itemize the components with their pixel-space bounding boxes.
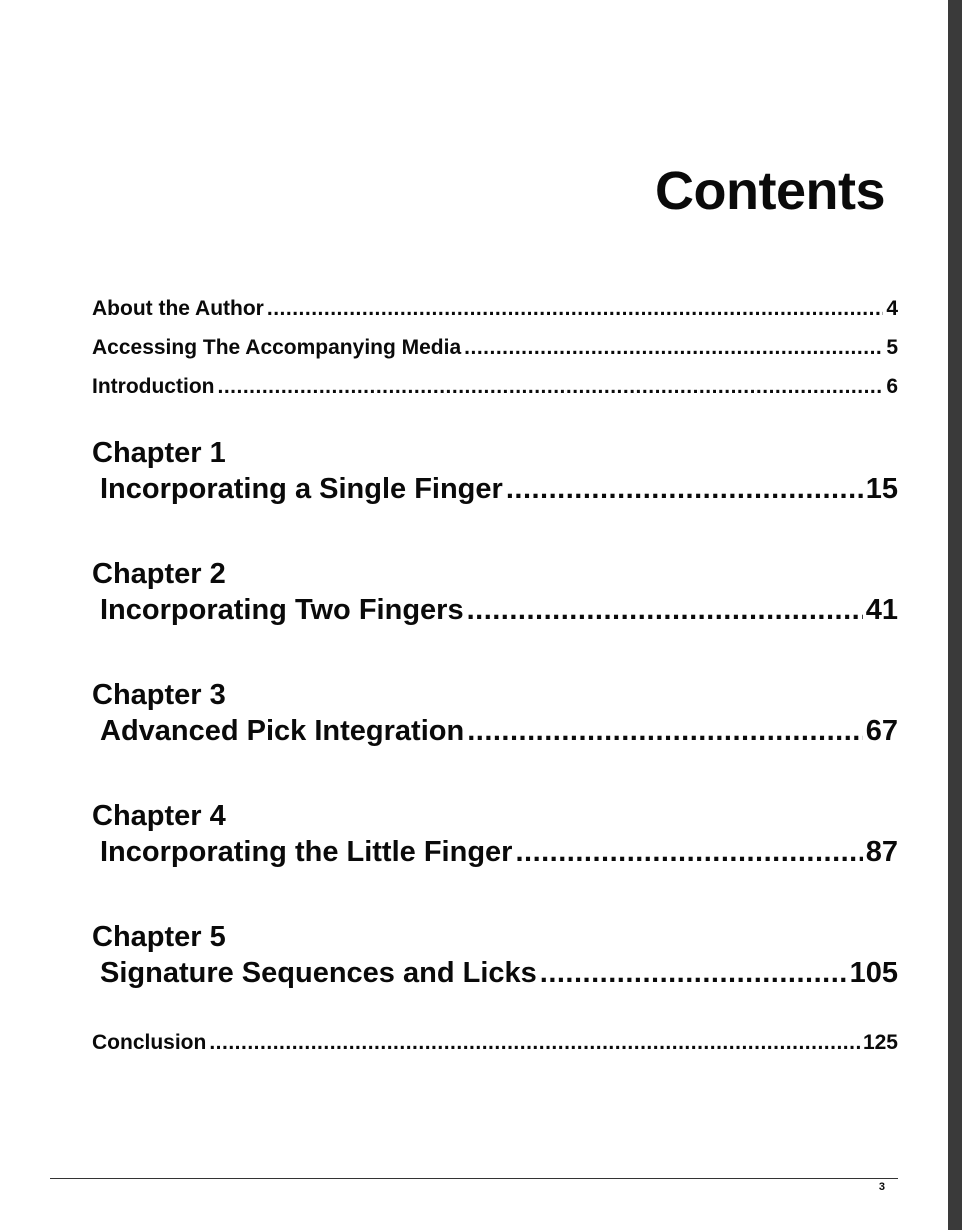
toc-chapter-1 <box>92 435 898 507</box>
toc-entry-page: 105 <box>849 957 898 989</box>
toc-entry-page: 41 <box>865 594 898 626</box>
footer-page-number: 3 <box>878 1181 885 1193</box>
chapter-title: Incorporating the Little Finger <box>100 836 513 868</box>
toc-entry-accompanying-media[interactable] <box>92 328 898 367</box>
toc-entry-chapter-1[interactable] <box>92 471 898 507</box>
toc-entry-chapter-2[interactable] <box>92 592 898 628</box>
chapter-label: Chapter 5 <box>92 921 226 953</box>
toc-entry-page: 4 <box>886 297 898 320</box>
toc-entry-introduction[interactable] <box>92 367 898 406</box>
toc-entry-page: 125 <box>862 1031 898 1054</box>
toc-entry-page: 5 <box>886 336 898 359</box>
toc-entry-page: 67 <box>865 715 898 747</box>
page-title: Contents <box>655 161 885 221</box>
dot-leader <box>209 1023 860 1062</box>
chapter-label: Chapter 3 <box>92 679 226 711</box>
dot-leader <box>506 471 863 507</box>
footer-divider <box>50 1178 898 1179</box>
dot-leader <box>267 289 883 328</box>
chapter-title: Incorporating Two Fingers <box>100 594 464 626</box>
toc-entry-conclusion[interactable] <box>92 1023 898 1062</box>
toc-entry-page: 15 <box>865 473 898 505</box>
chapter-label: Chapter 2 <box>92 558 226 590</box>
dot-leader <box>540 955 847 991</box>
toc-entry-chapter-4[interactable] <box>92 834 898 870</box>
dot-leader <box>464 328 883 367</box>
toc-entry-label: Accessing The Accompanying Media <box>92 336 462 359</box>
chapter-title: Incorporating a Single Finger <box>100 473 503 505</box>
toc-entry-page: 6 <box>886 375 898 398</box>
toc-entry-chapter-3[interactable] <box>92 713 898 749</box>
toc-entry-page: 87 <box>865 836 898 868</box>
chapter-title: Advanced Pick Integration <box>100 715 465 747</box>
toc-entry-chapter-5[interactable] <box>92 955 898 991</box>
toc-chapter-5 <box>92 919 898 991</box>
toc-chapter-4 <box>92 798 898 870</box>
dot-leader <box>467 592 863 628</box>
toc-entry-about-author[interactable] <box>92 289 898 328</box>
chapter-label: Chapter 1 <box>92 437 226 469</box>
chapter-label: Chapter 4 <box>92 800 226 832</box>
dot-leader <box>217 367 883 406</box>
chapter-title: Signature Sequences and Licks <box>100 957 537 989</box>
toc-entry-label: About the Author <box>92 297 264 320</box>
dot-leader <box>515 834 862 870</box>
dot-leader <box>467 713 863 749</box>
toc-chapter-3 <box>92 677 898 749</box>
table-of-contents <box>92 289 898 1062</box>
toc-entry-label: Introduction <box>92 375 215 398</box>
toc-chapter-2 <box>92 556 898 628</box>
toc-entry-label: Conclusion <box>92 1031 207 1054</box>
